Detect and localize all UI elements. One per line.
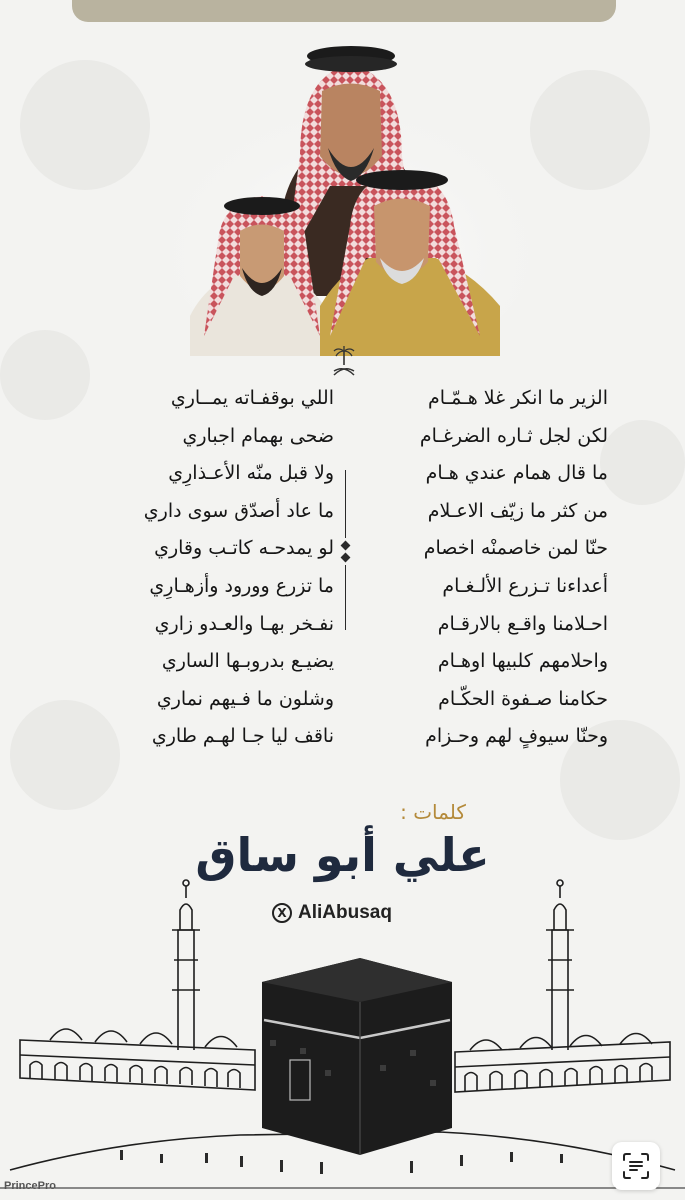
verse-line: لو يمدحـه كاتـب وقاري xyxy=(154,537,334,560)
verse-line: وحنّا سيوفٍ لهم وحـزام xyxy=(425,725,608,748)
live-text-scan-icon xyxy=(621,1151,651,1181)
live-text-scan-button[interactable] xyxy=(612,1142,660,1190)
verse-line: اللي بوقفـاته يمــاري xyxy=(170,387,334,409)
verse-line: احـلامنا واقـع بالارقـام xyxy=(437,612,608,635)
verse-line: الزير ما انكر غلا هـمّـام xyxy=(428,387,608,409)
poem-left-column xyxy=(88,380,334,756)
background-circle xyxy=(600,420,685,505)
divider-line xyxy=(345,565,346,630)
verse-line: نفـخر بهـا والعـدو زاري xyxy=(154,612,334,635)
top-banner xyxy=(72,0,616,22)
verse-line: لكن لجل ثـاره الضرغـام xyxy=(419,424,608,447)
verse-line: ما تزرع وورود وأزهـارِي xyxy=(149,574,334,597)
divider-line xyxy=(345,470,346,538)
poem-right-column xyxy=(362,380,608,756)
verse-line: ناقف ليا جـا لهـم طاري xyxy=(151,725,334,748)
verse-line: واحلامهم كلبيها اوهـام xyxy=(437,650,608,673)
palm-swords-emblem-icon xyxy=(331,345,357,379)
verse-line: ضحى بهمام اجباري xyxy=(182,424,334,447)
handle-text: AliAbusaq xyxy=(298,902,392,923)
verse-line: ولا قبل منّه الأعـذارِي xyxy=(168,462,334,485)
verse-line: حكامنا صـفوة الحكّـام xyxy=(438,687,608,710)
verse-line: من كثر ما زيّف الاعـلام xyxy=(427,499,608,522)
watermark: PrincePro xyxy=(4,1180,56,1192)
verse-line: ما قال همام عندي هـام xyxy=(425,462,608,485)
verse-line: وشلون ما فـيهم نماري xyxy=(156,687,334,710)
background-circle xyxy=(530,70,650,190)
author-name: علي أبو ساق xyxy=(195,828,490,882)
credit-label: كلمات : xyxy=(400,800,466,824)
background-circle xyxy=(0,330,90,420)
poem xyxy=(88,380,608,756)
royal-portraits-image xyxy=(170,36,530,356)
verse-line: أعداءنا تـزرع الألـغـام xyxy=(442,574,608,597)
verse-line: ما عاد أصدّق سوى داري xyxy=(143,499,334,522)
kaaba-mosque-illustration xyxy=(0,870,685,1200)
poem-divider xyxy=(345,470,347,630)
background-circle xyxy=(20,60,150,190)
verse-line: يضيـع بدروبـها الساري xyxy=(161,650,334,673)
x-logo-icon: X xyxy=(272,903,292,923)
verse-line: حنّا لمن خاصمنْه اخصام xyxy=(423,537,608,560)
